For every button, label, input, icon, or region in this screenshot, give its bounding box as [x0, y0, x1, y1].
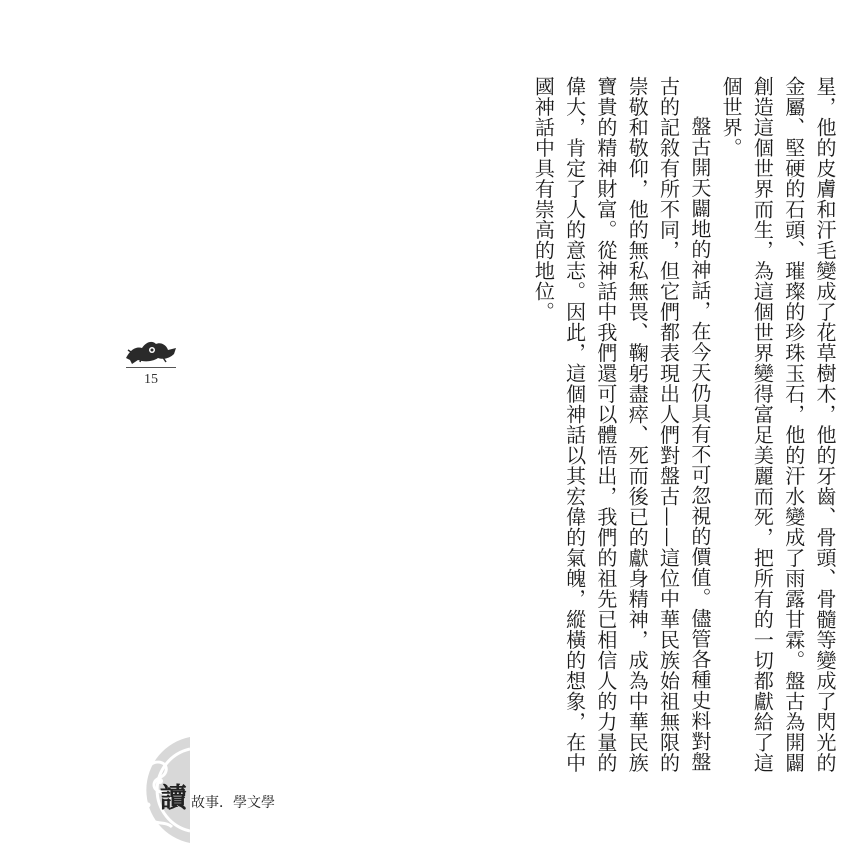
series-subtitle: 故事．學文學	[191, 795, 275, 811]
paragraph-1: 星，他的皮膚和汗毛變成了花草樹木，他的牙齒、骨頭、骨髓等變成了閃光的金屬、堅硬的石頭、璀璨的珍珠玉石，他的汗水變成了雨露甘霖。盤古為開闢創造這個世界而生，為這個世界變得富足美麗而死，把所有的一切都獻給了這個世界。	[719, 76, 837, 773]
ornament-divider	[126, 367, 176, 368]
page-number: 15	[144, 372, 158, 387]
body-text	[395, 76, 840, 776]
paragraph-2: 盤古開天闢地的神話，在今天仍具有不可忽視的價值。儘管各種史料對盤古的記敘有所不同，但它們都表現出人們對盤古——這位中華民族始祖無限的崇敬和敬仰，他的無私無畏、鞠躬盡瘁、死而後已的獻身精神，成為中華民族寶貴的精神財富。從神話中我們還可以體悟出，我們的祖先已相信人的力量的偉大，肯定了人的意志。因此，這個神話以其宏偉的氣魄，縱橫的想象，在中國神話中具有崇高的地位。	[531, 76, 712, 773]
series-title	[160, 784, 275, 814]
series-big-char: 讀	[160, 783, 187, 814]
horse-ornament-icon	[122, 336, 180, 366]
